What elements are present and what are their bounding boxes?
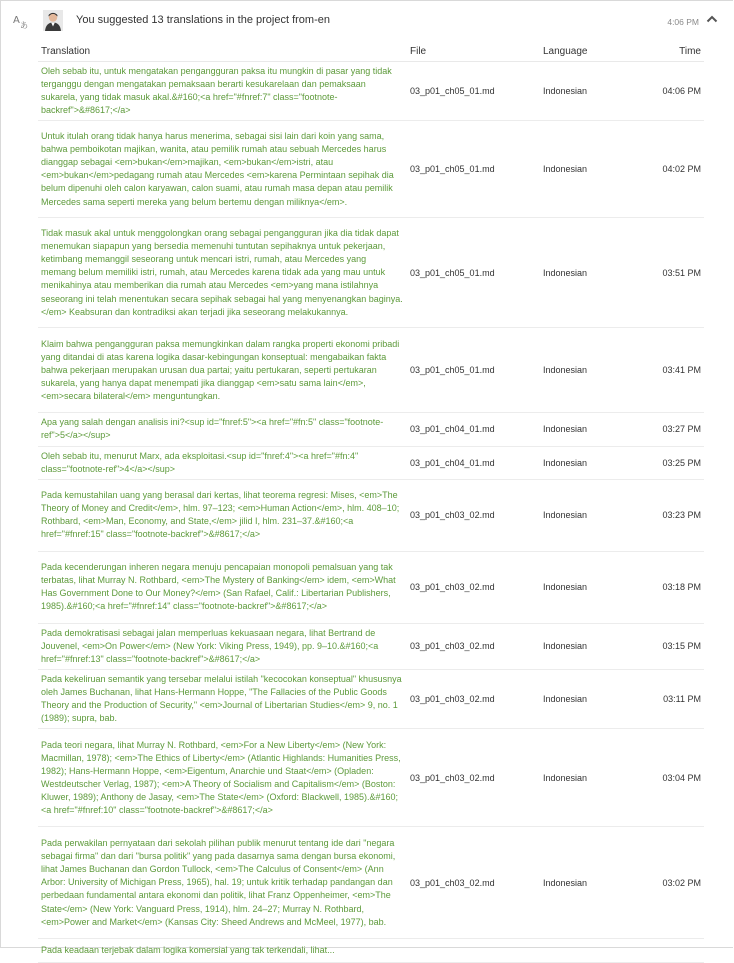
language-name: Indonesian <box>540 670 646 729</box>
row-time: 04:06 PM <box>646 62 704 121</box>
table-row[interactable] <box>38 218 704 328</box>
language-name <box>540 939 646 963</box>
language-name: Indonesian <box>540 121 646 218</box>
notification-message: You suggested 13 translations in the project from-en <box>76 14 330 26</box>
file-name: 03_p01_ch03_02.md <box>407 623 540 669</box>
file-name: 03_p01_ch03_02.md <box>407 827 540 939</box>
row-time: 03:27 PM <box>646 413 704 446</box>
table-row[interactable] <box>38 413 704 446</box>
language-name: Indonesian <box>540 479 646 551</box>
table-row[interactable] <box>38 729 704 827</box>
table-row[interactable] <box>38 551 704 623</box>
row-time <box>646 939 704 963</box>
notification-header <box>1 1 733 39</box>
translation-text: Pada kecenderungan inheren negara menuju pencapaian monopoli pemalsuan yang tak terbatas, lihat Murray N. Rothbard, <em>The Mystery of Banking</em> idem, <em>What Has Government Done to Our Money?</em> (San Rafael, Calif.: Libertarian Publishers, 1985).&#160;<a href="#fnref:14" class="footnote-backref">&#8617;</a> <box>38 551 407 623</box>
column-header-time: Time <box>646 43 704 62</box>
table-row[interactable] <box>38 623 704 669</box>
language-name: Indonesian <box>540 729 646 827</box>
translation-text: Tidak masuk akal untuk menggolongkan orang sebagai pengangguran jika dia tidak dapat menemukan siapapun yang bersedia memenuhi tuntutan sepihaknya untuk pekerjaan, ketimbang memanggil seseorang untuk mencari istri, rumah, atau Mercedes yang memang belum memiliki istri, rumah, atau Mercedes karena tidak ada yang mau untuk menikahinya atau memberikan dia rumah atau Mercedes <em>yang mana istilahnya seseorang ini telah menentukan secara sepihak sebagai hal yang menyenangkan baginya.</em> Keabsuran dan kontradiksi akan terjadi jika seseorang melakukannya. <box>38 218 407 328</box>
language-name: Indonesian <box>540 62 646 121</box>
file-name: 03_p01_ch05_01.md <box>407 62 540 121</box>
translation-text: Pada kekeliruan semantik yang tersebar melalui istilah "kecocokan konseptual" khususnya oleh James Buchanan, lihat Hans-Hermann Hoppe, "The Fallacies of the Public Goods Theory and the Production of Security," <em>Journal of Libertarian Studies</em> 9, no. 1 (1989); supra, bab. <box>38 670 407 729</box>
translation-text: Pada kemustahilan uang yang berasal dari kertas, lihat teorema regresi: Mises, <em>The Theory of Money and Credit</em>, hlm. 97–123; <em>Human Action</em>, hlm. 408–10; Rothbard, <em>Man, Economy, and State,</em> jilid I, hlm. 231–37.&#160;<a href="#fnref:15" class="footnote-backref">&#8617;</a> <box>38 479 407 551</box>
table-row[interactable] <box>38 446 704 479</box>
row-time: 03:23 PM <box>646 479 704 551</box>
language-name: Indonesian <box>540 827 646 939</box>
svg-text:あ: あ <box>20 21 28 30</box>
row-time: 03:11 PM <box>646 670 704 729</box>
row-time: 03:51 PM <box>646 218 704 328</box>
notification-time: 4:06 PM <box>667 17 699 27</box>
row-time: 03:04 PM <box>646 729 704 827</box>
table-row[interactable] <box>38 479 704 551</box>
translation-text: Apa yang salah dengan analisis ini?<sup id="fnref:5"><a href="#fn:5" class="footnote-ref">5</a></sup> <box>38 413 407 446</box>
file-name: 03_p01_ch04_01.md <box>407 413 540 446</box>
row-time: 03:41 PM <box>646 328 704 413</box>
file-name: 03_p01_ch05_01.md <box>407 121 540 218</box>
file-name: 03_p01_ch03_02.md <box>407 670 540 729</box>
translation-text: Untuk itulah orang tidak hanya harus menerima, sebagai sisi lain dari koin yang sama, bahwa pemboikotan majikan, wanita, atau pemilik rumah atau sebuah Mercedes harus dianggap sebagai <em>bukan</em>majikan, <em>bukan</em>istri, atau <em>bukan</em>pedagang rumah atau Mercedes <em>karena Permintaan sepihak dia belum dipenuhi oleh calon karyawan, calon suami, atau rumah masa depan atau pemilik Mercedes sama seperti mereka yang belum bertemu dengan miliknya</em>. <box>38 121 407 218</box>
translation-text: Pada teori negara, lihat Murray N. Rothbard, <em>For a New Liberty</em> (New York: Macmillan, 1978); <em>The Ethics of Liberty</em> (Atlantic Highlands: Humanities Press, 1982); Hans-Hermann Hoppe, <em>Eigentum, Anarchie und Staat</em> (Opladen: Westdeutscher Verlag, 1987); <em>A Theory of Socialism and Capitalism</em> (Boston: Kluwer, 1989); Anthony de Jasay, <em>The State</em> (Oxford: Blackwell, 1985).&#160;<a href="#fnref:10" class="footnote-backref">&#8617;</a> <box>38 729 407 827</box>
column-header-language: Language <box>540 43 646 62</box>
translation-text: Pada demokratisasi sebagai jalan memperluas kekuasaan negara, lihat Bertrand de Jouvenel, <em>On Power</em> (New York: Viking Press, 1949), pp. 9–10.&#160;<a href="#fnref:13" class="footnote-backref">&#8617;</a> <box>38 623 407 669</box>
column-header-translation: Translation <box>38 43 407 62</box>
row-time: 03:15 PM <box>646 623 704 669</box>
translation-text: Oleh sebab itu, untuk mengatakan pengangguran paksa itu mungkin di pasar yang tidak terganggu dengan mengatakan pemaksaan berarti kesukarelaan dan pemaksaan sukarela, yang tidak masuk akal.&#160;<a href="#fnref:7" class="footnote-backref">&#8617;</a> <box>38 62 407 121</box>
language-name: Indonesian <box>540 413 646 446</box>
language-name: Indonesian <box>540 328 646 413</box>
translation-text: Pada perwakilan pernyataan dari sekolah pilihan publik menurut tentang ide dari "negara sebagai firma" dan dari "bursa politik" yang pada dasarnya sama dengan bursa ekonomi, lihat James Buchanan dan Gordon Tullock, <em>The Calculus of Consent</em> (Ann Arbor: University of Michigan Press, 1965), hal. 19; untuk kritik terhadap pandangan dan perbedaan fundamental antara ekonomi dan politik, lihat Franz Oppenheimer, <em>The State</em> (New York: Vanguard Press, 1914), hlm. 24–27; Murray N. Rothbard, <em>Power and Market</em> (Kansas City: Sheed Andrews and McMeel, 1977), bab. <box>38 827 407 939</box>
svg-text:A: A <box>13 15 20 26</box>
language-name: Indonesian <box>540 551 646 623</box>
table-row[interactable] <box>38 121 704 218</box>
row-time: 03:18 PM <box>646 551 704 623</box>
language-name: Indonesian <box>540 446 646 479</box>
language-name: Indonesian <box>540 218 646 328</box>
table-row[interactable] <box>38 827 704 939</box>
row-time: 03:02 PM <box>646 827 704 939</box>
table-body <box>38 62 704 963</box>
translation-text: Oleh sebab itu, menurut Marx, ada eksploitasi.<sup id="fnref:4"><a href="#fn:4" class="footnote-ref">4</a></sup> <box>38 446 407 479</box>
table-row[interactable] <box>38 328 704 413</box>
row-time: 04:02 PM <box>646 121 704 218</box>
table-header-row <box>38 43 704 62</box>
translate-icon <box>13 13 29 29</box>
file-name: 03_p01_ch03_02.md <box>407 479 540 551</box>
chevron-up-icon[interactable] <box>706 14 718 24</box>
translation-text: Klaim bahwa pengangguran paksa memungkinkan dalam rangka properti ekonomi pribadi yang ditandai di atas karena logika dasar-kebingungan konseptual: mengabaikan fakta bahwa pekerjaan merupakan urusan dua partai; yaitu pertukaran, seperti pertukaran sukarela, yang hanya dapat menempati jika dianggap <em>satu sama lain</em>, <em>secara bilateral</em> menguntungkan. <box>38 328 407 413</box>
file-name: 03_p01_ch03_02.md <box>407 551 540 623</box>
table-row[interactable] <box>38 939 704 963</box>
translations-table <box>38 43 704 963</box>
avatar <box>43 10 63 31</box>
file-name: 03_p01_ch03_02.md <box>407 729 540 827</box>
file-name: 03_p01_ch04_01.md <box>407 446 540 479</box>
table-row[interactable] <box>38 670 704 729</box>
column-header-file: File <box>407 43 540 62</box>
translation-text: Pada keadaan terjebak dalam logika komersial yang tak terkendali, lihat... <box>38 939 407 963</box>
row-time: 03:25 PM <box>646 446 704 479</box>
file-name: 03_p01_ch05_01.md <box>407 218 540 328</box>
language-name: Indonesian <box>540 623 646 669</box>
table-row[interactable] <box>38 62 704 121</box>
file-name: 03_p01_ch05_01.md <box>407 328 540 413</box>
file-name <box>407 939 540 963</box>
